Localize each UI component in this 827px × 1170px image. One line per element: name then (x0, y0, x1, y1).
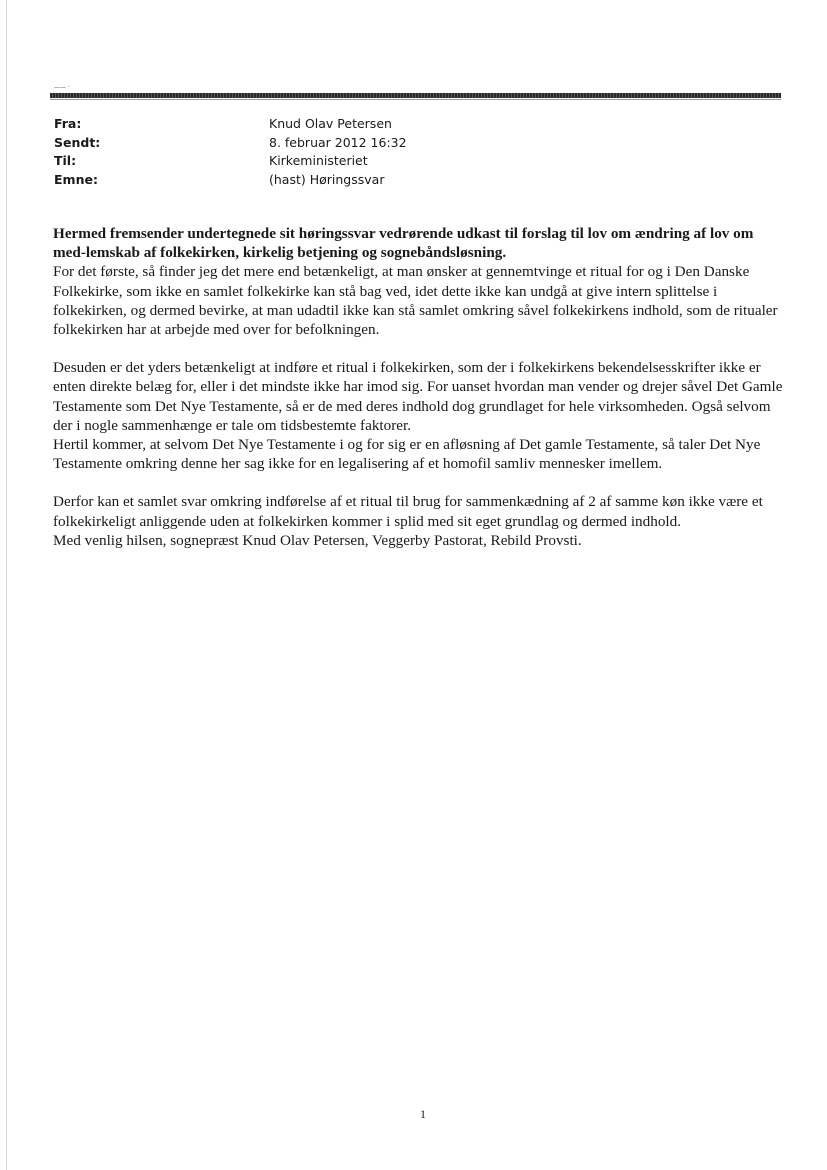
paragraph-3: Hertil kommer, at selvom Det Nye Testamente i og for sig er en afløsning af Det gamle Testamente, så taler Det Nye Testamente omkring denne her sag ikke for en legalisering af et homofil samliv mennesker imellem. (53, 436, 761, 473)
from-row (54, 115, 754, 134)
paragraph-4: Derfor kan et samlet svar omkring indførelse af et ritual til brug for sammenkædning af 2 af samme køn ikke være et folkekirkeligt anliggende uden at folkekirken kommer i splid med sit eget grundlag og dermed indhold. (53, 493, 763, 530)
paragraph-2: Desuden er det yders betænkeligt at indføre et ritual i folkekirken, som der i folkekirkens bekendelsesskrifter ikke er enten direkte belæg for, eller i det mindste ikke har imod sig. For uanset hvordan man vender og drejer såvel Det Gamle Testamente som Det Nye Testamente, så er de med deres indhold dog grundlaget for hele virksomheden. Også selvom der i nogle sammenhænge er tale om tidsbestemte faktorer. (53, 359, 783, 434)
header-rule-thin (50, 99, 781, 100)
subject-row (54, 171, 754, 190)
header-mark: —— · (54, 84, 70, 91)
from-label: Fra: (54, 116, 82, 131)
paragraph-gap (53, 339, 788, 358)
sent-value: 8. februar 2012 16:32 (269, 134, 407, 150)
subject-label: Emne: (54, 171, 98, 187)
scan-edge-line (6, 0, 7, 1170)
to-row (54, 152, 754, 171)
sent-label: Sendt: (54, 134, 101, 150)
lead-paragraph: Hermed fremsender undertegnede sit høringssvar vedrørende udkast til forslag til lov om ændring af lov om med-lemskab af folkekirken, kirkelig betjening og sognebåndsløsning. (53, 225, 754, 262)
email-header (54, 115, 754, 189)
page-number: 1 (420, 1107, 426, 1121)
paragraph-gap (53, 473, 788, 492)
letter-body (53, 224, 788, 550)
header-rule (50, 93, 781, 98)
subject-value: (hast) Høringssvar (269, 171, 385, 187)
sent-row (54, 134, 754, 153)
to-value: Kirkeministeriet (269, 153, 368, 168)
signature-line: Med venlig hilsen, sognepræst Knud Olav Petersen, Veggerby Pastorat, Rebild Provsti. (53, 531, 582, 549)
paragraph-1: For det første, så finder jeg det mere end betænkeligt, at man ønsker at gennemtvinge et ritual for og i Den Danske Folkekirke, som ikke en samlet folkekirke kan stå bag ved, idet dette ikke kan undgå at give intern splittelse i folkekirken, og dermed bevirke, at man udadtil ikke kan stå samlet omkring såvel folkekirkens indhold, som de ritualer folkekirken har at arbejde med over for befolkningen. (53, 263, 778, 339)
to-label: Til: (54, 153, 77, 168)
from-value: Knud Olav Petersen (269, 116, 392, 131)
